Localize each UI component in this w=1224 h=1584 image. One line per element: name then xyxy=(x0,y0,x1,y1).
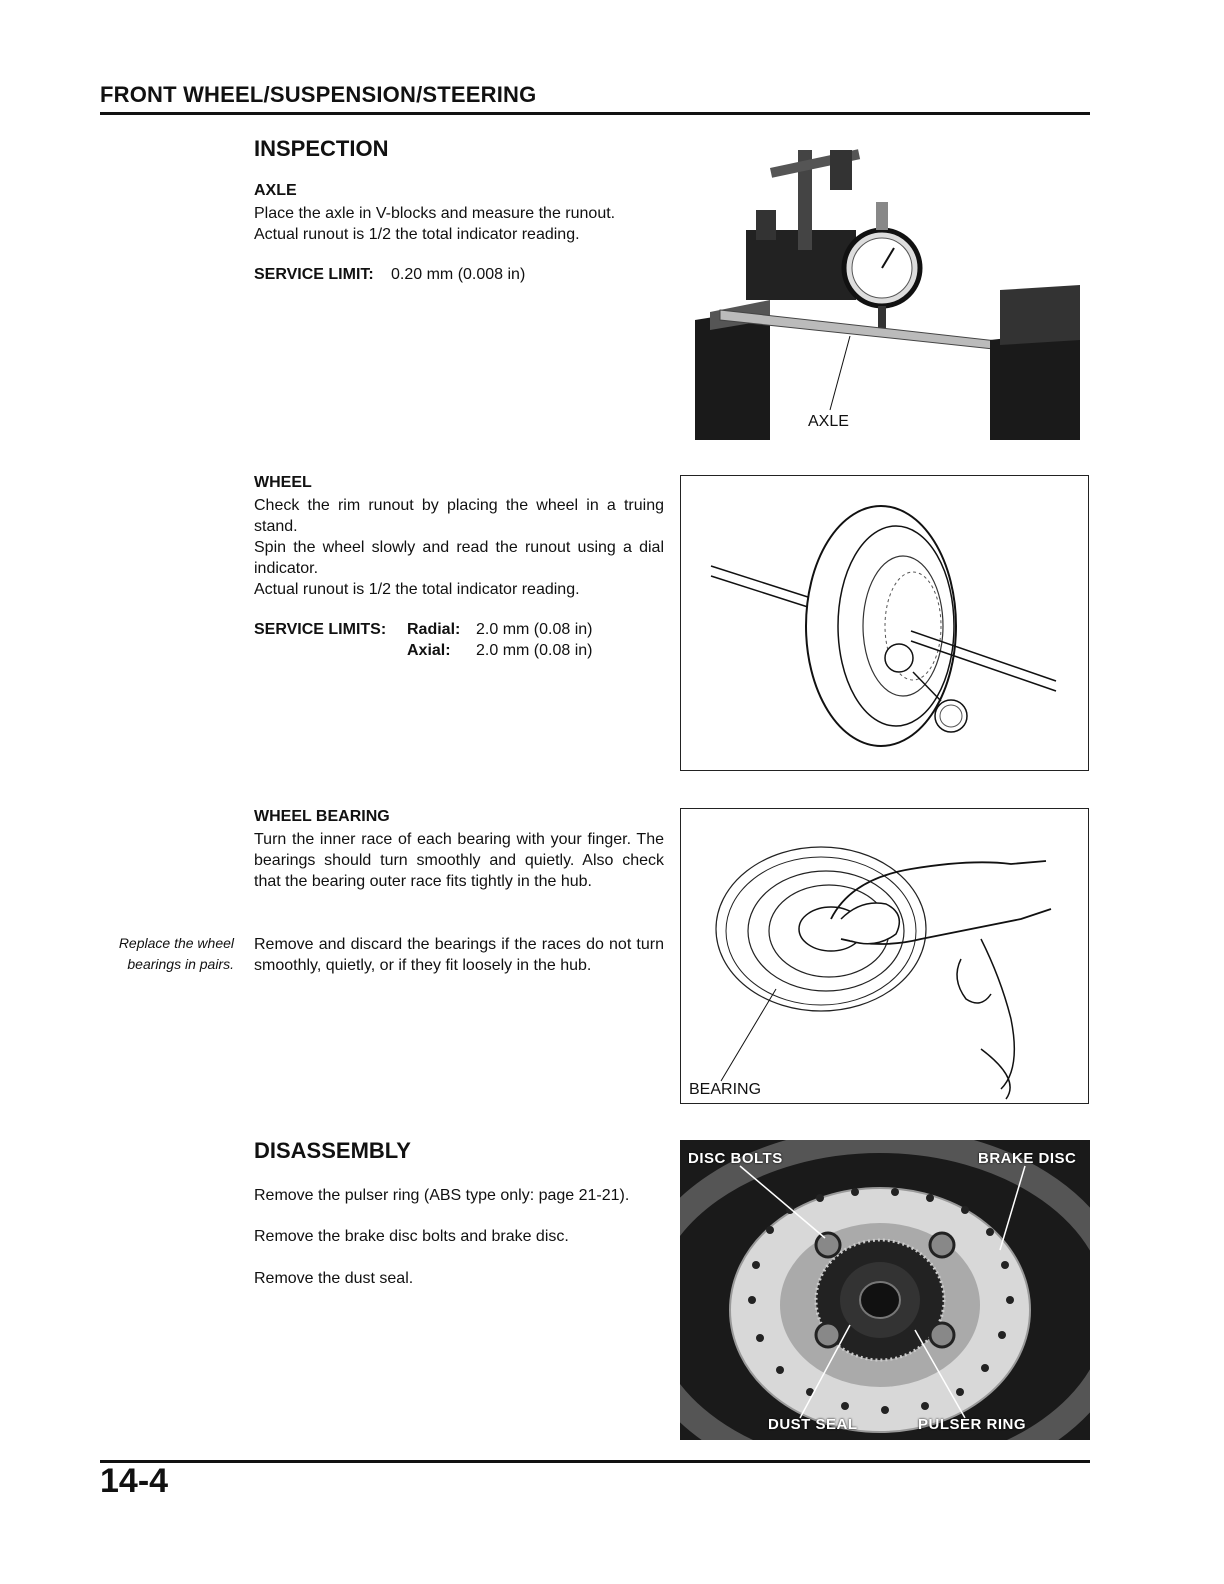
brake-disc-label: BRAKE DISC xyxy=(978,1150,1077,1167)
header-rule xyxy=(100,112,1090,115)
axle-instruction-line1: Place the axle in V-blocks and measure the runout. xyxy=(254,205,616,222)
wheel-subtitle: WHEEL xyxy=(254,474,312,491)
wheel-instruction-3: Actual runout is 1/2 the total indicator reading. xyxy=(254,581,580,598)
page-number: 14-4 xyxy=(100,1462,169,1500)
disassembly-step-3: Remove the dust seal. xyxy=(254,1270,414,1287)
axle-service-limit-value: 0.20 mm (0.008 in) xyxy=(391,266,526,283)
pulser-ring-label: PULSER RING xyxy=(918,1416,1027,1433)
disassembly-step-2: Remove the brake disc bolts and brake disc. xyxy=(254,1228,569,1245)
wheel-bearing-instruction-1: Turn the inner race of each bearing with your finger. The bearings should turn smoothly and quietly. Also check that the bearing outer race fits tightly in the hub. xyxy=(254,831,664,890)
bearing-figure-label: BEARING xyxy=(689,1081,762,1098)
wheel-runout-figure xyxy=(680,475,1089,771)
wheel-bearing-instruction-2: Remove and discard the bearings if the races do not turn smoothly, quietly, or if they fit loosely in the hub. xyxy=(254,936,664,974)
wheel-service-limits-label: SERVICE LIMITS: xyxy=(254,621,387,638)
wheel-axial-label: Axial: xyxy=(407,642,451,659)
page-header-title: FRONT WHEEL/SUSPENSION/STEERING xyxy=(100,82,537,107)
disassembly-step-1: Remove the pulser ring (ABS type only: page 21-21). xyxy=(254,1187,630,1204)
axle-runout-figure xyxy=(690,140,1090,440)
bearing-check-figure xyxy=(680,808,1089,1104)
dust-seal-label: DUST SEAL xyxy=(768,1416,858,1433)
disc-bolts-label: DISC BOLTS xyxy=(688,1150,783,1167)
wheel-radial-value: 2.0 mm (0.08 in) xyxy=(476,621,593,638)
wheel-axial-value: 2.0 mm (0.08 in) xyxy=(476,642,593,659)
wheel-instruction-1: Check the rim runout by placing the wheel in a truing stand. xyxy=(254,497,664,535)
wheel-instruction-2: Spin the wheel slowly and read the runout using a dial indicator. xyxy=(254,539,664,577)
axle-instruction-line2: Actual runout is 1/2 the total indicator reading. xyxy=(254,226,580,243)
axle-service-limit-label: SERVICE LIMIT: xyxy=(254,266,374,283)
axle-figure-label: AXLE xyxy=(808,413,849,430)
inspection-title: INSPECTION xyxy=(254,136,389,161)
wheel-bearing-side-note: Replace the wheel bearings in pairs. xyxy=(118,935,234,972)
brake-disc-photo xyxy=(680,1140,1090,1440)
footer-rule xyxy=(100,1460,1090,1463)
axle-subtitle: AXLE xyxy=(254,182,297,199)
wheel-bearing-subtitle: WHEEL BEARING xyxy=(254,808,390,825)
wheel-radial-label: Radial: xyxy=(407,621,461,638)
disassembly-title: DISASSEMBLY xyxy=(254,1138,411,1163)
